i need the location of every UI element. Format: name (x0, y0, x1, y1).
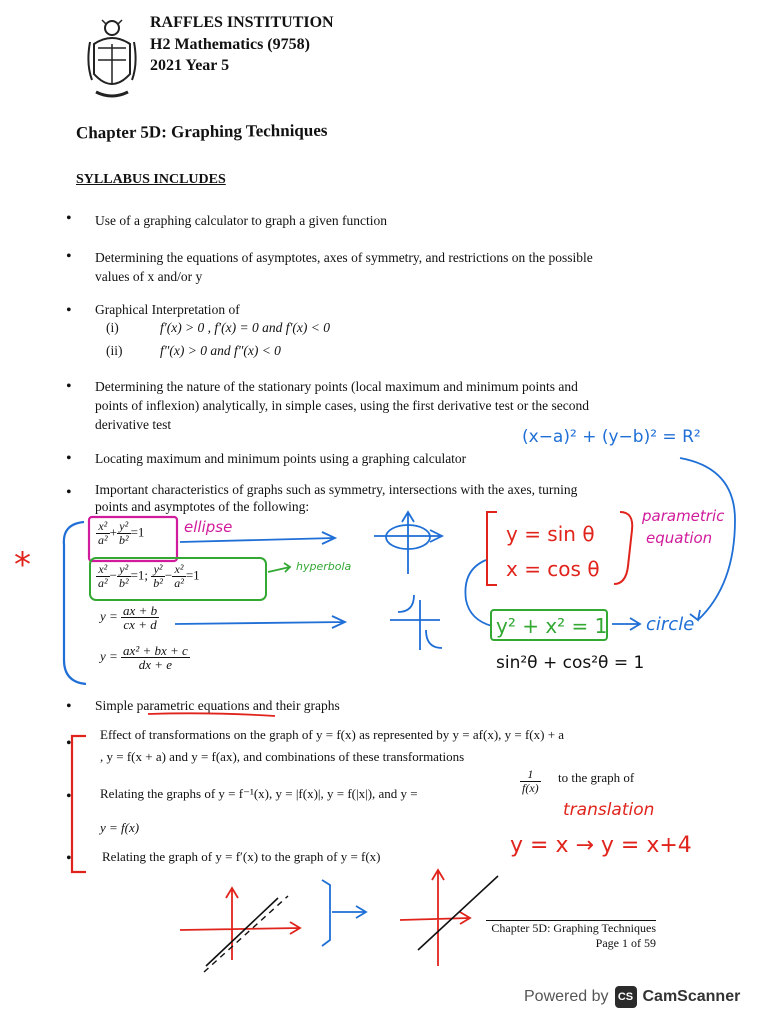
chapter-title: Chapter 5D: Graphing Techniques (75, 120, 328, 143)
fraction-numerator: x² (96, 563, 110, 577)
fraction-denominator: cx + d (123, 617, 157, 632)
plus-sign: + (109, 524, 117, 540)
equation-lhs: y = (100, 648, 118, 664)
syllabus-item-relating-graphs-tail: to the graph of (558, 770, 635, 785)
fraction-denominator: b² (118, 533, 129, 547)
circle-curve-arrow-icon (680, 458, 735, 620)
parametric-x-equation: x = cos θ (506, 557, 600, 581)
circle-label: circle (646, 614, 695, 635)
bullet-icon: • (66, 788, 72, 805)
sub-item-label: (i) (106, 320, 119, 335)
fraction-numerator: ax² + bx + c (123, 643, 188, 658)
bullet-icon: • (66, 248, 72, 265)
translated-line-graph (204, 896, 288, 972)
equals-one: =1 (185, 567, 200, 583)
fraction-numerator: y² (117, 520, 131, 534)
rational-linear-equation (100, 604, 159, 631)
syllabus-item-relating-graphs-line1: Relating the graphs of y = f⁻¹(x), y = |f(x)|, y = f(|x|), and y = (100, 786, 418, 801)
camscanner-logo-icon: CS (615, 986, 637, 1008)
parametric-left-bracket (487, 512, 497, 585)
footer-page-number: Page 1 of 59 (595, 936, 656, 950)
parametric-label: parametric (642, 507, 725, 525)
bullet-icon: • (66, 450, 72, 467)
fraction-denominator: b² (153, 576, 163, 590)
ellipse-sketch (386, 525, 430, 549)
rational-quadratic-equation (100, 644, 190, 671)
bullet-icon: • (66, 698, 72, 715)
translation-equation: y = x → y = x+4 (510, 833, 692, 858)
syllabus-item-characteristics-line1: Important characteristics of graphs such as symmetry, intersections with the axes, turning (95, 482, 578, 497)
equation-lhs: y = (100, 608, 118, 624)
parametric-curve-arrow-icon (465, 560, 492, 626)
fraction-numerator: y² (151, 563, 165, 577)
circle-arrow-icon (612, 618, 640, 630)
fraction-denominator: f(x) (522, 781, 539, 795)
axes-sketch-icon (374, 512, 442, 574)
minus-sign: − (109, 567, 117, 583)
fraction-denominator: a² (174, 576, 184, 590)
fraction-denominator: a² (98, 533, 108, 547)
syllabus-item-stationary-line3: derivative test (95, 417, 172, 432)
ellipse-equation (96, 520, 144, 547)
syllabus-item-graphing-calculator: Use of a graphing calculator to graph a given function (95, 213, 388, 228)
hyperbola-label: hyperbola (296, 560, 352, 573)
ellipse-arrow-icon (180, 532, 335, 544)
line-graph-left (206, 898, 278, 966)
bullet-icon: • (66, 484, 72, 501)
trig-identity: sin²θ + cos²θ = 1 (496, 653, 645, 673)
rational-arrow-icon (175, 616, 345, 628)
sub-item-label: (ii) (106, 343, 123, 358)
fraction-numerator: y² (117, 563, 131, 577)
graph-axes-right-icon (400, 870, 470, 966)
transformations-bracket (72, 736, 86, 872)
bullet-icon: • (66, 735, 72, 752)
syllabus-item-derivative-graph: Relating the graph of y = f′(x) to the graph of y = f(x) (102, 849, 381, 864)
camscanner-brand: CamScanner (642, 988, 741, 1005)
hyperbola-arrow-icon (268, 563, 290, 572)
syllabus-item-asymptotes-line1: Determining the equations of asymptotes, axes of symmetry, and restrictions on the possible (95, 250, 593, 265)
fraction-numerator: ax + b (123, 603, 158, 618)
reciprocal-fraction (520, 768, 541, 795)
circle-result-box (491, 610, 607, 640)
rational-graph-sketch (390, 595, 442, 650)
equation-label: equation (646, 529, 713, 547)
fraction-numerator: x² (172, 563, 186, 577)
parametric-y-equation: y = sin θ (506, 522, 595, 546)
syllabus-item-characteristics-line2: points and asymptotes of the following: (95, 499, 310, 514)
equations-bracket (64, 522, 86, 684)
parametric-right-bracket (614, 512, 632, 584)
syllabus-item-parametric: Simple parametric equations and their graphs (95, 698, 340, 713)
camscanner-watermark (524, 984, 740, 1010)
syllabus-item-stationary-line2: points of inflexion) analytically, in simple cases, using the first derivative test or the second (95, 398, 590, 413)
syllabus-item-transformations-line2: , y = f(x + a) and y = f(ax), and combinations of these transformations (100, 749, 465, 764)
syllabus-heading: SYLLABUS INCLUDES (76, 172, 226, 187)
footer-chapter: Chapter 5D: Graphing Techniques (491, 921, 656, 935)
asterisk-mark: * (14, 545, 31, 585)
graph-transform-arrow-icon (322, 880, 366, 946)
equals-one: =1 (130, 524, 145, 540)
minus-sign: − (164, 567, 173, 583)
hyperbola-equations (96, 563, 200, 590)
syllabus-item-asymptotes-line2: values of x and/or y (95, 269, 203, 284)
bullet-icon: • (66, 302, 72, 319)
fraction-numerator: x² (96, 520, 110, 534)
school-crest-logo (86, 14, 138, 104)
graph-axes-left-icon (180, 888, 300, 960)
bullet-icon: • (66, 850, 72, 867)
subject-code: H2 Mathematics (9758) (150, 36, 310, 53)
syllabus-item-relating-graphs-line2: y = f(x) (100, 820, 140, 835)
second-derivative-conditions: f″(x) > 0 and f″(x) < 0 (160, 343, 281, 358)
bullet-icon: • (66, 378, 72, 395)
page-footer (486, 920, 656, 951)
fraction-denominator: b² (118, 576, 129, 590)
circle-general-equation: (x−a)² + (y−b)² = R² (522, 427, 701, 447)
syllabus-item-transformations-line1: Effect of transformations on the graph of y = f(x) as represented by y = af(x), y = f(x) + a (100, 727, 565, 742)
powered-by-label: Powered by (524, 988, 609, 1005)
first-derivative-conditions: f′(x) > 0 , f′(x) = 0 and f′(x) < 0 (160, 320, 331, 335)
ellipse-label: ellipse (184, 518, 233, 536)
translation-label: translation (563, 800, 655, 820)
school-year: 2021 Year 5 (150, 57, 230, 74)
institution-name: RAFFLES INSTITUTION (150, 14, 334, 31)
fraction-numerator: 1 (520, 768, 541, 782)
equals-one-separator: =1; (130, 567, 149, 583)
fraction-denominator: a² (98, 576, 108, 590)
circle-result-equation: y² + x² = 1 (496, 614, 608, 638)
fraction-denominator: dx + e (138, 657, 173, 672)
syllabus-item-maxmin-calculator: Locating maximum and minimum points using a graphing calculator (95, 451, 467, 466)
bullet-icon: • (66, 210, 72, 227)
syllabus-item-stationary-line1: Determining the nature of the stationary points (local maximum and minimum points and (95, 379, 578, 394)
syllabus-item-graphical-interpretation: Graphical Interpretation of (95, 302, 240, 317)
